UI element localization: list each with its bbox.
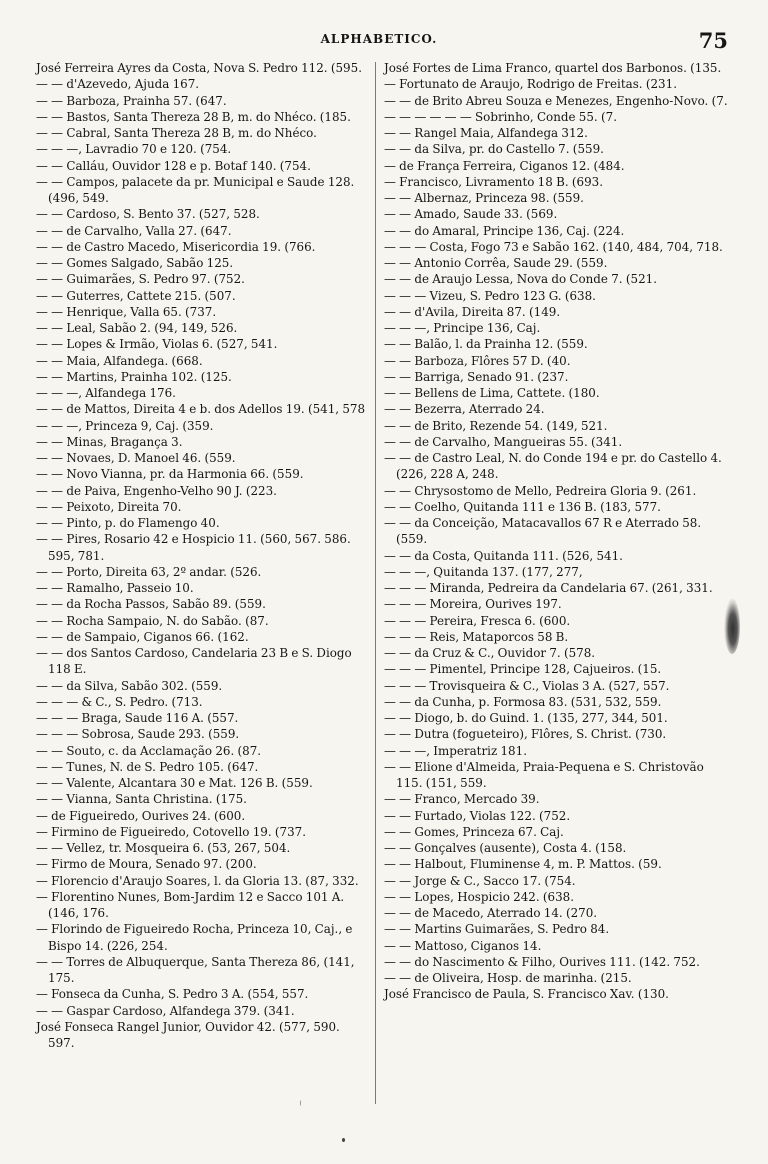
directory-entry: — — Chrysostomo de Mello, Pedreira Gloria 9. (261. (384, 483, 697, 498)
left-column (36, 60, 366, 1051)
directory-entry: — — —, Imperatriz 181. (384, 743, 527, 758)
directory-entry: — — Amado, Saude 33. (569. (384, 207, 558, 222)
directory-entry: — — de Castro Leal, N. do Conde 194 e pr. do Castello 4. (226, 228 A, 248. (384, 451, 722, 482)
directory-entry: — — —, Principe 136, Caj. (384, 321, 541, 335)
directory-entry: — — de Paiva, Engenho-Velho 90 J. (223. (36, 483, 277, 498)
directory-entry: — — — Pimentel, Principe 128, Cajueiros. (15. (384, 662, 662, 677)
directory-entry: — — Halbout, Fluminense 4, m. P. Mattos. (59. (384, 857, 662, 872)
directory-entry: — — Furtado, Violas 122. (752. (384, 808, 571, 823)
directory-entry: — — de Macedo, Aterrado 14. (270. (384, 906, 598, 920)
directory-entry: — — Cabral, Santa Thereza 28 B, m. do Nhéco. (36, 126, 317, 140)
directory-entry: — — Leal, Sabão 2. (94, 149, 526. (36, 321, 238, 335)
directory-entry: — Florentino Nunes, Bom-Jardim 12 e Sacco 101 A. (146, 176. (36, 889, 345, 920)
directory-entry: — — Gonçalves (ausente), Costa 4. (158. (384, 841, 627, 855)
directory-entry: José Francisco de Paula, S. Francisco Xav. (130. (384, 987, 669, 1002)
directory-entry: — — Barboza, Prainha 57. (647. (36, 93, 227, 108)
directory-entry: José Ferreira Ayres da Costa, Nova S. Pedro 112. (595. (36, 61, 362, 75)
directory-entry: — — — Moreira, Ourives 197. (384, 597, 562, 612)
directory-entry: — — Mattoso, Ciganos 14. (384, 938, 542, 953)
directory-entry: — — —, Alfandega 176. (36, 386, 176, 400)
directory-entry: — — — & C., S. Pedro. (713. (36, 694, 203, 709)
directory-entry: — de Figueiredo, Ourives 24. (600. (36, 808, 246, 823)
directory-entry: — — Elione d'Almeida, Praia-Pequena e S. Christovão 115. (151, 559. (384, 759, 704, 790)
directory-entry: — — da Silva, Sabão 302. (559. (36, 678, 223, 693)
directory-entry: — — da Rocha Passos, Sabão 89. (559. (36, 597, 266, 612)
directory-entry: — — de Oliveira, Hosp. de marinha. (215. (384, 971, 632, 985)
directory-entry: — — — Miranda, Pedreira da Candelaria 67. (261, 331. (384, 581, 713, 595)
directory-entry: — — Lopes, Hospicio 242. (638. (384, 889, 575, 904)
directory-entry: — — — Sobrosa, Saude 293. (559. (36, 727, 240, 742)
directory-entry: — — Peixoto, Direita 70. (36, 499, 182, 514)
directory-entry: — — — Braga, Saude 116 A. (557. (36, 711, 239, 725)
running-title: ALPHABETICO. (320, 32, 438, 46)
directory-entry: — — Souto, c. da Acclamação 26. (87. (36, 743, 262, 758)
directory-entry: — — Maia, Alfandega. (668. (36, 353, 203, 368)
directory-entry: — — Antonio Corrêa, Saude 29. (559. (384, 256, 608, 270)
directory-entry: José Fonseca Rangel Junior, Ouvidor 42. (577, 590. 597. (36, 1019, 340, 1050)
directory-entry: — — Campos, palacete da pr. Municipal e Saude 128. (496, 549. (36, 174, 355, 205)
directory-entry: — — d'Avila, Direita 87. (149. (384, 304, 561, 319)
directory-entry: — — Ramalho, Passeio 10. (36, 581, 194, 595)
directory-entry: — — — Pereira, Fresca 6. (600. (384, 613, 571, 628)
directory-entry: — — Novaes, D. Manoel 46. (559. (36, 451, 236, 465)
ink-speck (342, 1138, 345, 1142)
directory-entry: — Florindo de Figueiredo Rocha, Princeza 10, Caj., e Bispo 14. (226, 254. (36, 922, 353, 953)
directory-entry: — de França Ferreira, Ciganos 12. (484. (384, 158, 625, 173)
directory-entry: — — Pires, Rosario 42 e Hospicio 11. (560, 567. 586. 595, 781. (36, 532, 351, 563)
directory-entry: — — dos Santos Cardoso, Candelaria 23 B e S. Diogo 118 E. (36, 646, 352, 677)
directory-entry: — — Martins Guimarães, S. Pedro 84. (384, 922, 610, 937)
directory-entry: — Fonseca da Cunha, S. Pedro 3 A. (554, 557. (36, 987, 309, 1002)
directory-entry: — — da Silva, pr. do Castello 7. (559. (384, 142, 604, 157)
right-column (384, 60, 728, 1003)
directory-entry: — — da Conceição, Matacavallos 67 R e Aterrado 58. (559. (384, 516, 702, 547)
ink-blot (724, 598, 740, 654)
directory-entry: — — Valente, Alcantara 30 e Mat. 126 B. (559. (36, 776, 313, 790)
directory-entry: — — de Mattos, Direita 4 e b. dos Adellos 19. (541, 578 (36, 402, 366, 417)
directory-entry: — Firmo de Moura, Senado 97. (200. (36, 857, 257, 872)
directory-entry: — — de Sampaio, Ciganos 66. (162. (36, 629, 249, 644)
ink-speck (300, 1100, 301, 1106)
directory-entry: — Francisco, Livramento 18 B. (693. (384, 174, 603, 189)
directory-entry: — — da Costa, Quitanda 111. (526, 541. (384, 548, 623, 563)
directory-entry: José Fortes de Lima Franco, quartel dos Barbonos. (135. (384, 61, 722, 75)
directory-entry: — — d'Azevedo, Ajuda 167. (36, 77, 200, 92)
directory-entry: — — Albernaz, Princeza 98. (559. (384, 191, 584, 205)
directory-entry: — — Novo Vianna, pr. da Harmonia 66. (559. (36, 467, 304, 482)
directory-entry: — — Gomes Salgado, Sabão 125. (36, 256, 234, 270)
directory-entry: — — Bezerra, Aterrado 24. (384, 402, 545, 417)
directory-entry: — — Diogo, b. do Guind. 1. (135, 277, 344, 501. (384, 711, 668, 725)
directory-entry: — — Coelho, Quitanda 111 e 136 B. (183, 577. (384, 499, 661, 514)
directory-entry: — — Gaspar Cardoso, Alfandega 379. (341. (36, 1003, 295, 1018)
directory-entry: — — Gomes, Princeza 67. Caj. (384, 824, 564, 839)
directory-entry: — — — Reis, Mataporcos 58 B. (384, 629, 569, 644)
page-number: 75 (698, 28, 728, 53)
directory-entry: — Firmino de Figueiredo, Cotovello 19. (737. (36, 824, 307, 839)
directory-entry: — — Bastos, Santa Thereza 28 B, m. do Nhéco. (185. (36, 109, 351, 124)
directory-entry: — — de Brito Abreu Souza e Menezes, Engenho-Novo. (7. (384, 93, 728, 108)
directory-entry: — — Barboza, Flôres 57 D. (40. (384, 353, 571, 368)
directory-entry: — — Pinto, p. do Flamengo 40. (36, 516, 220, 530)
directory-entry: — — Porto, Direita 63, 2º andar. (526. (36, 564, 262, 579)
directory-entry: — — Calláu, Ouvidor 128 e p. Botaf 140. (754. (36, 158, 311, 173)
directory-entry: — — de Araujo Lessa, Nova do Conde 7. (521. (384, 272, 657, 287)
directory-entry: — — — Vizeu, S. Pedro 123 G. (638. (384, 288, 596, 303)
directory-entry: — — — — — — Sobrinho, Conde 55. (7. (384, 109, 617, 124)
directory-entry: — — Guimarães, S. Pedro 97. (752. (36, 272, 245, 287)
directory-entry: — — do Nascimento & Filho, Ourives 111. (142. 752. (384, 954, 700, 969)
directory-entry: — — —, Lavradio 70 e 120. (754. (36, 142, 232, 157)
directory-entry: — — Vellez, tr. Mosqueira 6. (53, 267, 504. (36, 841, 291, 855)
directory-entry: — — Guterres, Cattete 215. (507. (36, 288, 236, 303)
directory-entry: — — de Carvalho, Valla 27. (647. (36, 223, 232, 238)
directory-entry: — — —, Quitanda 137. (177, 277, (384, 564, 583, 579)
directory-entry: — — Torres de Albuquerque, Santa Thereza 86, (141, 175. (36, 954, 355, 985)
directory-entry: — — da Cunha, p. Formosa 83. (531, 532, 559. (384, 694, 662, 709)
directory-entry: — — —, Princeza 9, Caj. (359. (36, 418, 214, 433)
directory-entry: — — do Amaral, Principe 136, Caj. (224. (384, 223, 625, 238)
directory-entry: — — Cardoso, S. Bento 37. (527, 528. (36, 207, 260, 222)
directory-entry: — — Martins, Prainha 102. (125. (36, 369, 232, 384)
directory-entry: — — Tunes, N. de S. Pedro 105. (647. (36, 759, 259, 774)
directory-entry: — Fortunato de Araujo, Rodrigo de Freitas. (231. (384, 77, 677, 92)
page-header (30, 28, 728, 56)
directory-entry: — — Minas, Bragança 3. (36, 434, 183, 449)
directory-entry: — — Bellens de Lima, Cattete. (180. (384, 386, 600, 400)
directory-entry: — — Balão, l. da Prainha 12. (559. (384, 337, 588, 352)
directory-entry: — — de Carvalho, Mangueiras 55. (341. (384, 434, 623, 449)
column-divider (375, 62, 376, 1104)
directory-entry: — — Jorge & C., Sacco 17. (754. (384, 873, 576, 888)
directory-entry: — — Barriga, Senado 91. (237. (384, 369, 569, 384)
directory-entry: — — Henrique, Valla 65. (737. (36, 304, 217, 319)
directory-entry: — — — Costa, Fogo 73 e Sabão 162. (140, 484, 704, 718. (384, 239, 723, 254)
directory-entry: — — de Castro Macedo, Misericordia 19. (766. (36, 239, 316, 254)
directory-entry: — — Dutra (fogueteiro), Flôres, S. Christ. (730. (384, 727, 667, 742)
directory-entry: — — Lopes & Irmão, Violas 6. (527, 541. (36, 337, 278, 352)
directory-entry: — — Rangel Maia, Alfandega 312. (384, 126, 588, 140)
directory-entry: — — Franco, Mercado 39. (384, 792, 540, 807)
directory-entry: — — Rocha Sampaio, N. do Sabão. (87. (36, 613, 269, 628)
directory-entry: — — da Cruz & C., Ouvidor 7. (578. (384, 646, 596, 660)
directory-entry: — — de Brito, Rezende 54. (149, 521. (384, 418, 608, 433)
directory-entry: — Florencio d'Araujo Soares, l. da Gloria 13. (87, 332. (36, 873, 359, 888)
directory-entry: — — Vianna, Santa Christina. (175. (36, 792, 247, 807)
directory-entry: — — — Trovisqueira & C., Violas 3 A. (527, 557. (384, 678, 670, 693)
